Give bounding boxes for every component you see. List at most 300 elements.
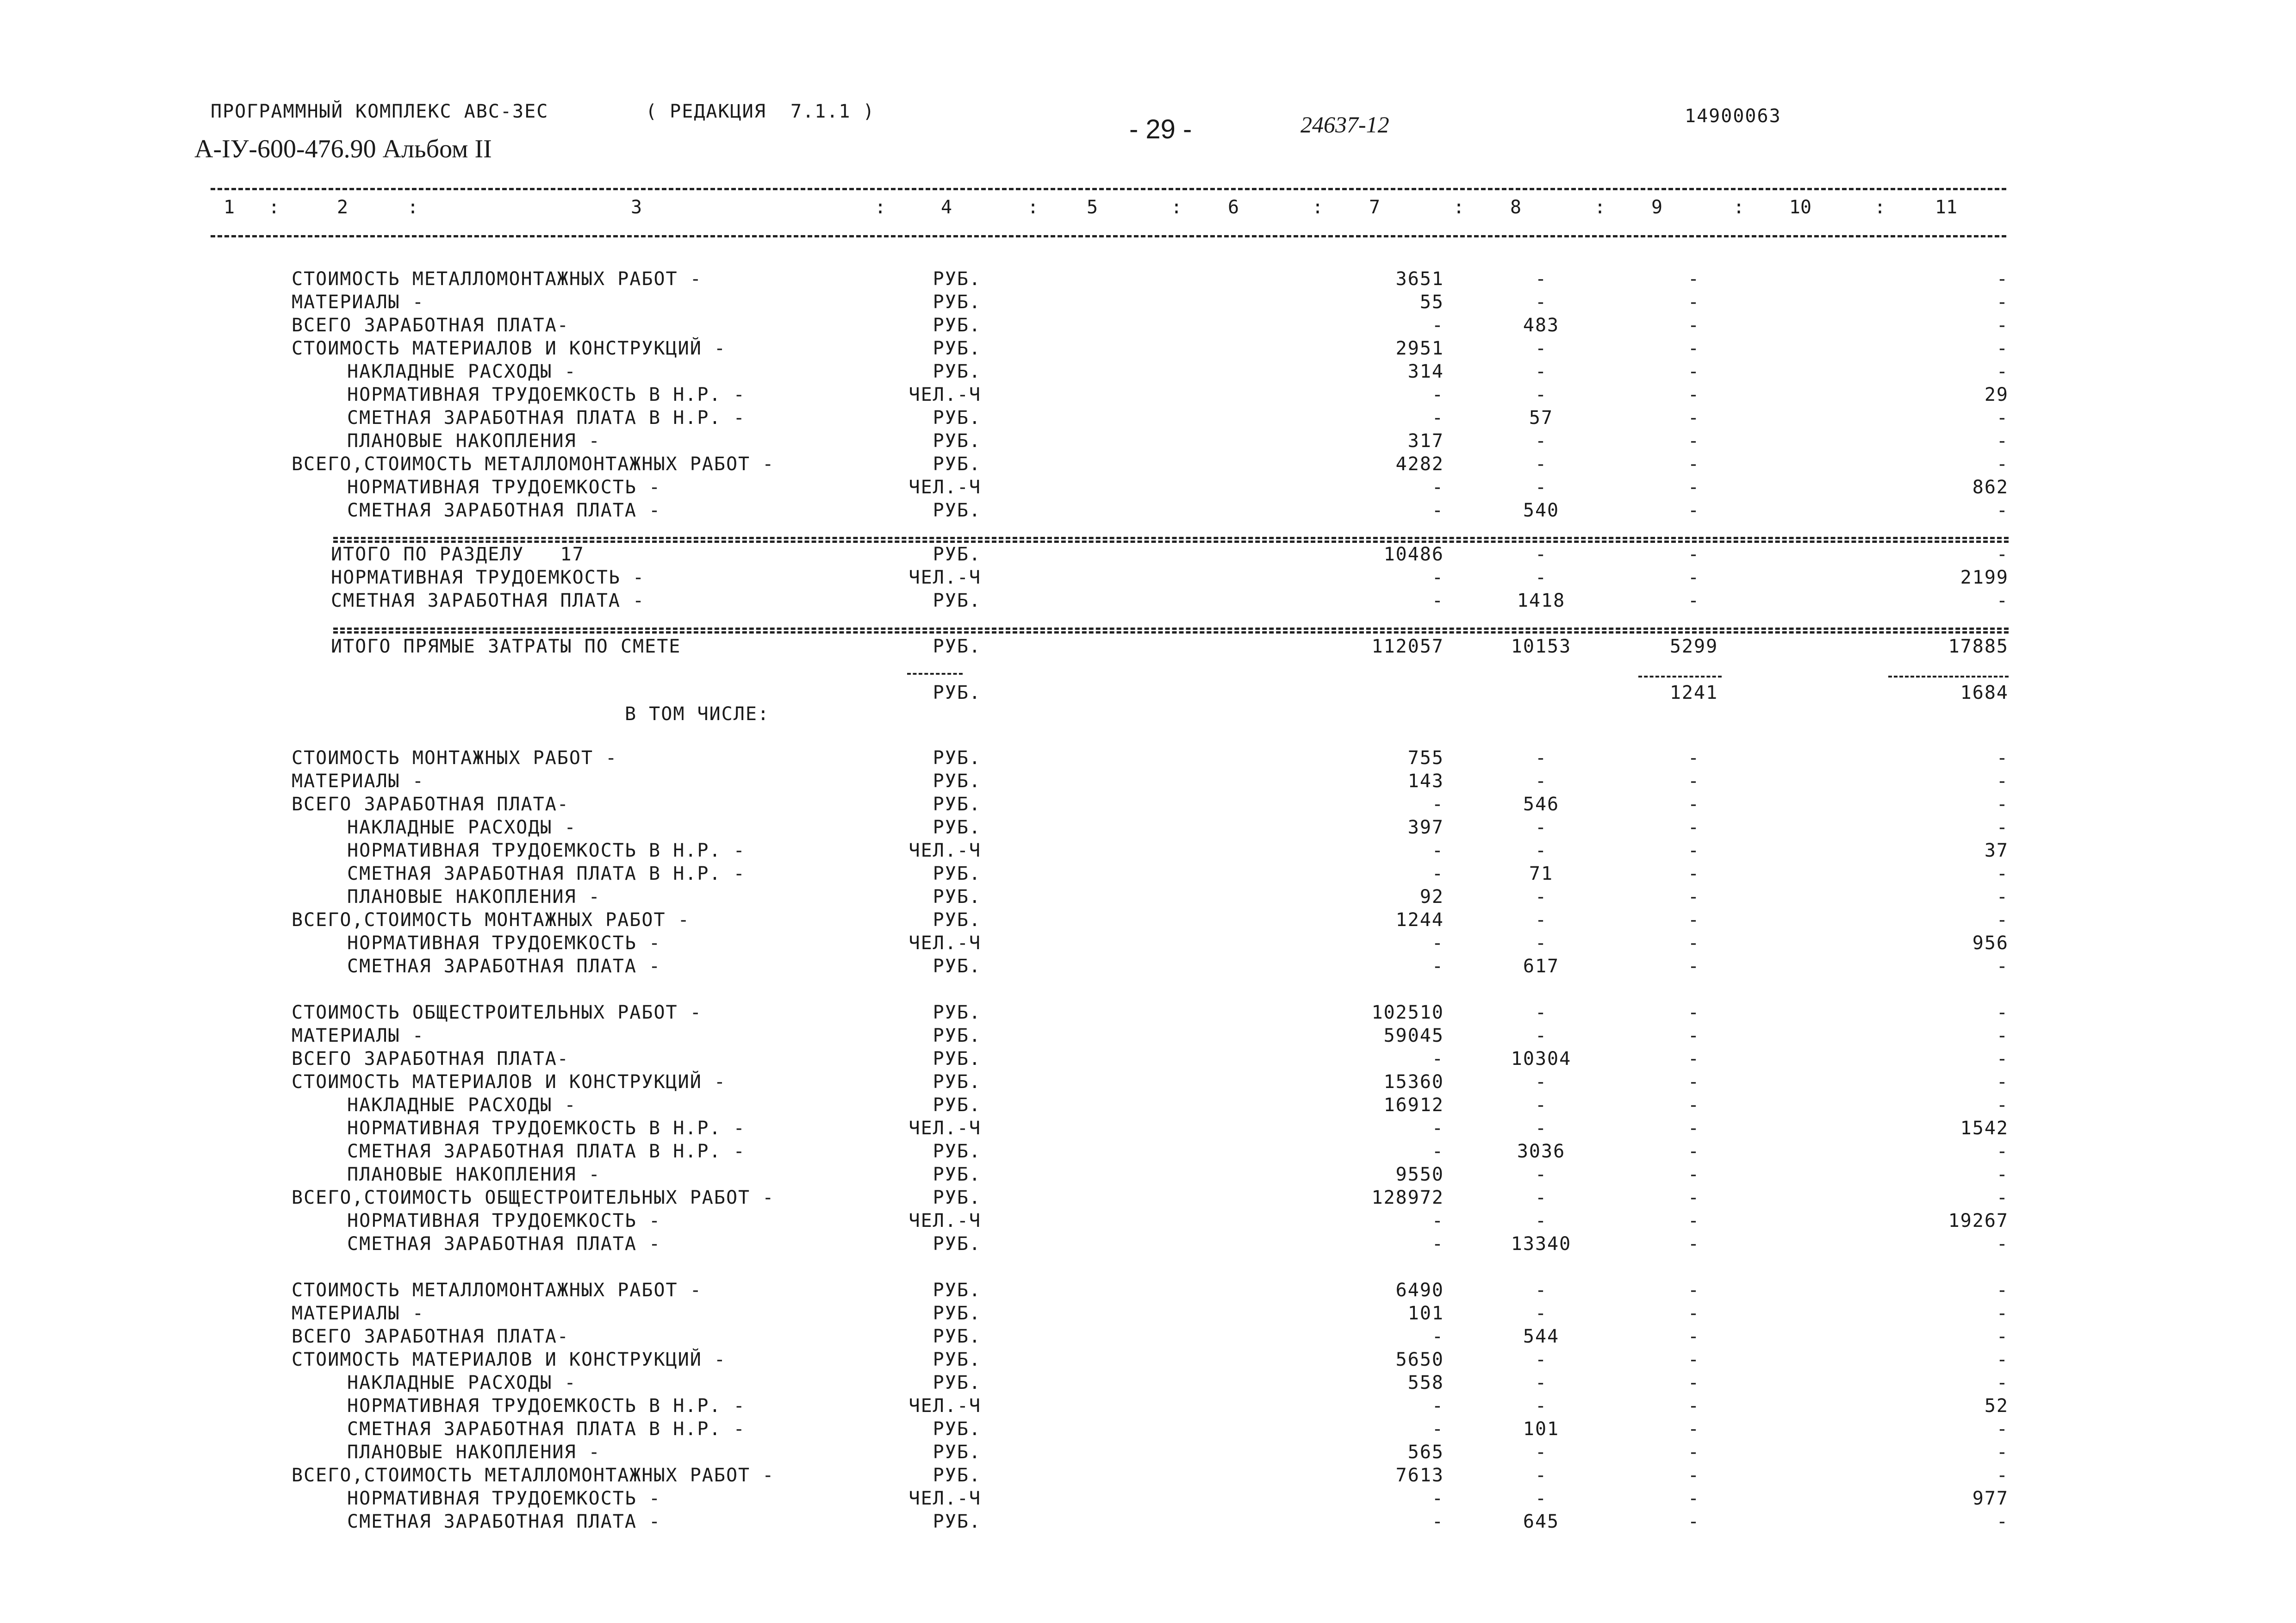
row-unit: РУБ. (933, 771, 981, 792)
row-unit: РУБ. (933, 747, 981, 769)
row-unit: ЧЕЛ.-Ч (908, 567, 981, 588)
table-row (0, 315, 2296, 338)
col9-value: - (1687, 1164, 1700, 1185)
col11-value: - (1996, 747, 2009, 769)
col9-value: - (1687, 1372, 1700, 1393)
row-label: СМЕТНАЯ ЗАРАБОТНАЯ ПЛАТА В Н.Р. - (347, 1141, 746, 1162)
col7-value: 314 (1407, 361, 1444, 382)
edition-label: ( РЕДАКЦИЯ 7.1.1 ) (646, 101, 875, 122)
col11-value: 52 (1984, 1395, 2009, 1417)
column-separator: : (1594, 197, 1606, 218)
col11-value: - (1996, 1048, 2009, 1070)
row-unit: РУБ. (933, 1187, 981, 1208)
col9-value: 5299 (1669, 636, 1718, 657)
table-row (0, 384, 2296, 407)
col8-value: 645 (1523, 1511, 1560, 1532)
col11-value: 2199 (1960, 567, 2009, 588)
table-row (0, 1465, 2296, 1488)
col9-value: - (1687, 1280, 1700, 1301)
col11-value: - (1996, 1280, 2009, 1301)
table-row (0, 454, 2296, 477)
col11-value: - (1996, 817, 2009, 838)
col9-value: - (1687, 1071, 1700, 1093)
row-unit: РУБ. (933, 1349, 981, 1370)
header-rule-top (211, 188, 2006, 190)
col9-value: - (1687, 430, 1700, 452)
row-unit: ЧЕЛ.-Ч (908, 1395, 981, 1417)
col9-value: - (1687, 477, 1700, 498)
col8-value: 101 (1523, 1418, 1560, 1440)
table-row (0, 1187, 2296, 1210)
col11-value: - (1996, 1094, 2009, 1116)
col9-value: - (1687, 1488, 1700, 1509)
col7-value: - (1431, 1141, 1444, 1162)
col9-value: - (1687, 747, 1700, 769)
col11-value: - (1996, 361, 2009, 382)
section-rule (333, 541, 2009, 543)
col11-value: 19267 (1948, 1210, 2009, 1231)
col8-value: - (1535, 1280, 1548, 1301)
row-label: ИТОГО ПО РАЗДЕЛУ 17 (331, 544, 585, 565)
table-row (0, 1094, 2296, 1118)
row-label: НОРМАТИВНАЯ ТРУДОЕМКОСТЬ - (347, 1488, 661, 1509)
col7-value: 397 (1407, 817, 1444, 838)
column-separator: : (1171, 197, 1182, 218)
column-number: 2 (336, 197, 348, 218)
col7-value: 10486 (1383, 544, 1444, 565)
col7-value: 7613 (1395, 1465, 1444, 1486)
col11-value: - (1996, 771, 2009, 792)
subtotal-rule (1888, 676, 2009, 678)
table-row (0, 590, 2296, 613)
table-row (0, 1395, 2296, 1418)
col11-value: - (1996, 1164, 2009, 1185)
row-label: СМЕТНАЯ ЗАРАБОТНАЯ ПЛАТА - (347, 956, 661, 977)
col9-value: - (1687, 863, 1700, 884)
row-unit: ЧЕЛ.-Ч (908, 933, 981, 954)
row-unit: РУБ. (933, 863, 981, 884)
row-label: СТОИМОСТЬ МАТЕРИАЛОВ И КОНСТРУКЦИЙ - (292, 1071, 726, 1093)
table-row (0, 1210, 2296, 1233)
row-unit: РУБ. (933, 268, 981, 290)
row-label: СТОИМОСТЬ МАТЕРИАЛОВ И КОНСТРУКЦИЙ - (292, 1349, 726, 1370)
col8-value: - (1535, 909, 1548, 931)
col7-value: 558 (1407, 1372, 1444, 1393)
col9-value: - (1687, 933, 1700, 954)
row-label: НАКЛАДНЫЕ РАСХОДЫ - (347, 817, 577, 838)
col9-value: - (1687, 1141, 1700, 1162)
col9-value: - (1687, 1326, 1700, 1347)
col9-value: - (1687, 454, 1700, 475)
col8-value: - (1535, 817, 1548, 838)
row-label: ИТОГО ПРЯМЫЕ ЗАТРАТЫ ПО СМЕТЕ (331, 636, 681, 657)
col8-value: - (1535, 1118, 1548, 1139)
table-row (0, 817, 2296, 840)
col8-value: - (1535, 771, 1548, 792)
col7-value: - (1431, 1233, 1444, 1255)
col7-value: 2951 (1395, 338, 1444, 359)
col8-value: - (1535, 1465, 1548, 1486)
row-unit: РУБ. (933, 1442, 981, 1463)
col8-value: - (1535, 840, 1548, 861)
col11-value: - (1996, 956, 2009, 977)
col7-value: 317 (1407, 430, 1444, 452)
col8-value: 10153 (1511, 636, 1572, 657)
col8-value: - (1535, 886, 1548, 908)
col7-value: 102510 (1371, 1002, 1444, 1023)
col9-value: - (1687, 361, 1700, 382)
table-row (0, 567, 2296, 590)
table-row (0, 430, 2296, 454)
col11-value: - (1996, 1465, 2009, 1486)
column-separator: : (875, 197, 886, 218)
col9-value: - (1687, 292, 1700, 313)
col7-value: 55 (1419, 292, 1444, 313)
col7-value: - (1431, 933, 1444, 954)
column-number: 10 (1789, 197, 1812, 218)
column-separator: : (1733, 197, 1745, 218)
table-row (0, 1025, 2296, 1048)
row-label: НОРМАТИВНАЯ ТРУДОЕМКОСТЬ - (347, 933, 661, 954)
row-unit: РУБ. (933, 361, 981, 382)
col11-value: 977 (1972, 1488, 2009, 1509)
col8-value: - (1535, 1349, 1548, 1370)
row-unit: РУБ. (933, 909, 981, 931)
col7-value: 16912 (1383, 1094, 1444, 1116)
col7-value: 92 (1419, 886, 1444, 908)
col11-value: - (1996, 1187, 2009, 1208)
table-row (0, 1071, 2296, 1094)
row-label: ПЛАНОВЫЕ НАКОПЛЕНИЯ - (347, 886, 601, 908)
row-unit: РУБ. (933, 430, 981, 452)
row-unit: РУБ. (933, 1280, 981, 1301)
col9-value: - (1687, 1210, 1700, 1231)
col7-value: - (1431, 407, 1444, 429)
row-label: СТОИМОСТЬ МАТЕРИАЛОВ И КОНСТРУКЦИЙ - (292, 338, 726, 359)
row-unit: РУБ. (933, 590, 981, 611)
col8-value: - (1535, 384, 1548, 405)
table-row (0, 1048, 2296, 1071)
row-unit: РУБ. (933, 1326, 981, 1347)
col9-value: - (1687, 1094, 1700, 1116)
col9-value: - (1687, 1442, 1700, 1463)
col7-value: 59045 (1383, 1025, 1444, 1046)
col8-value: - (1535, 1025, 1548, 1046)
column-separator: : (268, 197, 280, 218)
col9-value: - (1687, 384, 1700, 405)
col7-value: - (1431, 956, 1444, 977)
col8-value: - (1535, 338, 1548, 359)
col7-value: - (1431, 1048, 1444, 1070)
col7-value: - (1431, 1210, 1444, 1231)
row-label: СТОИМОСТЬ МЕТАЛЛОМОНТАЖНЫХ РАБОТ - (292, 1280, 702, 1301)
col9-value: - (1687, 1418, 1700, 1440)
section-rule (333, 631, 2009, 634)
row-unit: РУБ. (933, 1233, 981, 1255)
table-row (0, 886, 2296, 909)
row-label: ВСЕГО,СТОИМОСТЬ ОБЩЕСТРОИТЕЛЬНЫХ РАБОТ - (292, 1187, 775, 1208)
row-unit: ЧЕЛ.-Ч (908, 477, 981, 498)
col11-value: 1542 (1960, 1118, 2009, 1139)
col11-value: - (1996, 1002, 2009, 1023)
row-label: СМЕТНАЯ ЗАРАБОТНАЯ ПЛАТА - (331, 590, 645, 611)
col8-value: 10304 (1511, 1048, 1572, 1070)
row-label: ВСЕГО,СТОИМОСТЬ МОНТАЖНЫХ РАБОТ - (292, 909, 690, 931)
table-row (0, 909, 2296, 933)
col11-value: - (1996, 886, 2009, 908)
col8-value: - (1535, 477, 1548, 498)
row-unit: РУБ. (933, 544, 981, 565)
row-label: НОРМАТИВНАЯ ТРУДОЕМКОСТЬ В Н.Р. - (347, 384, 746, 405)
row-unit: ЧЕЛ.-Ч (908, 384, 981, 405)
row-unit: ЧЕЛ.-Ч (908, 1210, 981, 1231)
col9-value: - (1687, 1511, 1700, 1532)
table-row (0, 1141, 2296, 1164)
row-label: ВСЕГО ЗАРАБОТНАЯ ПЛАТА- (292, 315, 569, 336)
col8-value: 3036 (1517, 1141, 1566, 1162)
col8-value: - (1535, 544, 1548, 565)
col7-value: - (1431, 567, 1444, 588)
row-label: НОРМАТИВНАЯ ТРУДОЕМКОСТЬ В Н.Р. - (347, 1395, 746, 1417)
col8-value: - (1535, 933, 1548, 954)
table-row (0, 682, 2296, 705)
row-unit: РУБ. (933, 1418, 981, 1440)
col11-value: 862 (1972, 477, 2009, 498)
row-unit: РУБ. (933, 1071, 981, 1093)
table-row (0, 1002, 2296, 1025)
row-label: МАТЕРИАЛЫ - (292, 1303, 424, 1324)
row-label: СМЕТНАЯ ЗАРАБОТНАЯ ПЛАТА - (347, 1511, 661, 1532)
col9-value: - (1687, 407, 1700, 429)
col8-value: - (1535, 747, 1548, 769)
column-number: 7 (1369, 197, 1381, 218)
col8-value: - (1535, 1002, 1548, 1023)
col8-value: 57 (1529, 407, 1554, 429)
row-label: НОРМАТИВНАЯ ТРУДОЕМКОСТЬ В Н.Р. - (347, 1118, 746, 1139)
col9-value: - (1687, 1048, 1700, 1070)
col7-value: 755 (1407, 747, 1444, 769)
col11-value: - (1996, 1141, 2009, 1162)
col7-value: 3651 (1395, 268, 1444, 290)
table-row (0, 933, 2296, 956)
row-unit: РУБ. (933, 338, 981, 359)
col7-value: - (1431, 315, 1444, 336)
col8-value: 483 (1523, 315, 1560, 336)
col9-value: 1241 (1669, 682, 1718, 703)
row-unit: РУБ. (933, 454, 981, 475)
row-label: СТОИМОСТЬ МЕТАЛЛОМОНТАЖНЫХ РАБОТ - (292, 268, 702, 290)
row-label: НОРМАТИВНАЯ ТРУДОЕМКОСТЬ - (331, 567, 645, 588)
col11-value: - (1996, 454, 2009, 475)
col11-value: - (1996, 1511, 2009, 1532)
col7-value: 5650 (1395, 1349, 1444, 1370)
col8-value: - (1535, 268, 1548, 290)
col7-value: - (1431, 1488, 1444, 1509)
row-label: ПЛАНОВЫЕ НАКОПЛЕНИЯ - (347, 1442, 601, 1463)
col8-value: - (1535, 1071, 1548, 1093)
col7-value: - (1431, 1118, 1444, 1139)
table-row (0, 1418, 2296, 1442)
col9-value: - (1687, 1465, 1700, 1486)
col11-value: 17885 (1948, 636, 2009, 657)
table-row (0, 500, 2296, 523)
row-unit: РУБ. (933, 1303, 981, 1324)
col8-value: - (1535, 430, 1548, 452)
col9-value: - (1687, 840, 1700, 861)
row-unit: РУБ. (933, 500, 981, 521)
row-unit: РУБ. (933, 682, 981, 703)
column-number: 1 (223, 197, 235, 218)
col7-value: 9550 (1395, 1164, 1444, 1185)
column-number: 8 (1510, 197, 1522, 218)
table-row (0, 1164, 2296, 1187)
column-separator: : (407, 197, 419, 218)
row-label: СТОИМОСТЬ ОБЩЕСТРОИТЕЛЬНЫХ РАБОТ - (292, 1002, 702, 1023)
col7-value: - (1431, 1418, 1444, 1440)
col11-value: - (1996, 1303, 2009, 1324)
col7-value: - (1431, 500, 1444, 521)
column-number: 3 (630, 197, 642, 218)
col7-value: - (1431, 1511, 1444, 1532)
col8-value: - (1535, 567, 1548, 588)
row-unit: РУБ. (933, 1511, 981, 1532)
row-unit: РУБ. (933, 292, 981, 313)
table-row (0, 1233, 2296, 1256)
section-rule (333, 537, 2009, 539)
row-label: В ТОМ ЧИСЛЕ: (625, 703, 770, 725)
row-label: МАТЕРИАЛЫ - (292, 771, 424, 792)
row-unit: РУБ. (933, 956, 981, 977)
row-unit: РУБ. (933, 1048, 981, 1070)
col7-value: 6490 (1395, 1280, 1444, 1301)
col11-value: - (1996, 338, 2009, 359)
col7-value: 15360 (1383, 1071, 1444, 1093)
row-unit: ЧЕЛ.-Ч (908, 1488, 981, 1509)
col11-value: - (1996, 407, 2009, 429)
col8-value: - (1535, 1395, 1548, 1417)
col11-value: - (1996, 1372, 2009, 1393)
row-label: НАКЛАДНЫЕ РАСХОДЫ - (347, 1372, 577, 1393)
row-label: ВСЕГО ЗАРАБОТНАЯ ПЛАТА- (292, 794, 569, 815)
header-rule-bottom (211, 235, 2006, 237)
row-label: ВСЕГО,СТОИМОСТЬ МЕТАЛЛОМОНТАЖНЫХ РАБОТ - (292, 1465, 775, 1486)
col8-value: - (1535, 1488, 1548, 1509)
table-row (0, 636, 2296, 659)
col7-value: 143 (1407, 771, 1444, 792)
col11-value: - (1996, 268, 2009, 290)
col8-value: - (1535, 1187, 1548, 1208)
col11-value: - (1996, 1071, 2009, 1093)
table-row (0, 1488, 2296, 1511)
table-row (0, 477, 2296, 500)
col9-value: - (1687, 1002, 1700, 1023)
col9-value: - (1687, 909, 1700, 931)
col7-value: 128972 (1371, 1187, 1444, 1208)
col7-value: - (1431, 863, 1444, 884)
row-label: ВСЕГО ЗАРАБОТНАЯ ПЛАТА- (292, 1326, 569, 1347)
col11-value: - (1996, 590, 2009, 611)
row-unit: РУБ. (933, 1025, 981, 1046)
col9-value: - (1687, 590, 1700, 611)
row-unit: РУБ. (933, 1094, 981, 1116)
row-label: МАТЕРИАЛЫ - (292, 1025, 424, 1046)
row-label: НОРМАТИВНАЯ ТРУДОЕМКОСТЬ - (347, 477, 661, 498)
col9-value: - (1687, 315, 1700, 336)
row-unit: ЧЕЛ.-Ч (908, 1118, 981, 1139)
col9-value: - (1687, 1349, 1700, 1370)
table-row (0, 863, 2296, 886)
col7-value: 112057 (1371, 636, 1444, 657)
col8-value: - (1535, 361, 1548, 382)
row-unit: РУБ. (933, 817, 981, 838)
col7-value: - (1431, 1326, 1444, 1347)
table-row (0, 1118, 2296, 1141)
col11-value: - (1996, 544, 2009, 565)
table-row (0, 1511, 2296, 1534)
row-label: СМЕТНАЯ ЗАРАБОТНАЯ ПЛАТА - (347, 500, 661, 521)
column-separator: : (1027, 197, 1039, 218)
row-label: СМЕТНАЯ ЗАРАБОТНАЯ ПЛАТА В Н.Р. - (347, 407, 746, 429)
col9-value: - (1687, 567, 1700, 588)
col8-value: - (1535, 454, 1548, 475)
table-row (0, 956, 2296, 979)
col8-value: - (1535, 1210, 1548, 1231)
table-row (0, 407, 2296, 430)
col7-value: - (1431, 477, 1444, 498)
row-label: СМЕТНАЯ ЗАРАБОТНАЯ ПЛАТА - (347, 1233, 661, 1255)
table-row (0, 338, 2296, 361)
row-unit: РУБ. (933, 794, 981, 815)
document-code: 14900063 (1685, 106, 1781, 127)
col11-value: - (1996, 1349, 2009, 1370)
column-number: 6 (1227, 197, 1239, 218)
col11-value: - (1996, 292, 2009, 313)
column-separator: : (1453, 197, 1465, 218)
row-unit: РУБ. (933, 1002, 981, 1023)
col11-value: - (1996, 430, 2009, 452)
column-number: 4 (940, 197, 952, 218)
row-label: МАТЕРИАЛЫ - (292, 292, 424, 313)
col11-value: - (1996, 1442, 2009, 1463)
col7-value: 101 (1407, 1303, 1444, 1324)
table-row (0, 361, 2296, 384)
table-row (0, 1326, 2296, 1349)
col11-value: 1684 (1960, 682, 2009, 703)
table-row (0, 771, 2296, 794)
col9-value: - (1687, 1395, 1700, 1417)
col7-value: - (1431, 590, 1444, 611)
col9-value: - (1687, 338, 1700, 359)
col9-value: - (1687, 1187, 1700, 1208)
col11-value: - (1996, 500, 2009, 521)
col7-value: 565 (1407, 1442, 1444, 1463)
table-row (0, 1349, 2296, 1372)
col8-value: - (1535, 292, 1548, 313)
row-label: ВСЕГО ЗАРАБОТНАЯ ПЛАТА- (292, 1048, 569, 1070)
col8-value: 1418 (1517, 590, 1566, 611)
col11-value: - (1996, 1418, 2009, 1440)
col9-value: - (1687, 1118, 1700, 1139)
album-title: А-IУ-600-476.90 Альбом II (194, 135, 492, 163)
row-label: ПЛАНОВЫЕ НАКОПЛЕНИЯ - (347, 430, 601, 452)
row-label: СМЕТНАЯ ЗАРАБОТНАЯ ПЛАТА В Н.Р. - (347, 1418, 746, 1440)
col9-value: - (1687, 1303, 1700, 1324)
col9-value: - (1687, 268, 1700, 290)
table-row (0, 292, 2296, 315)
handwritten-code: 24637-12 (1300, 112, 1389, 137)
col8-value: 71 (1529, 863, 1554, 884)
row-unit: РУБ. (933, 636, 981, 657)
